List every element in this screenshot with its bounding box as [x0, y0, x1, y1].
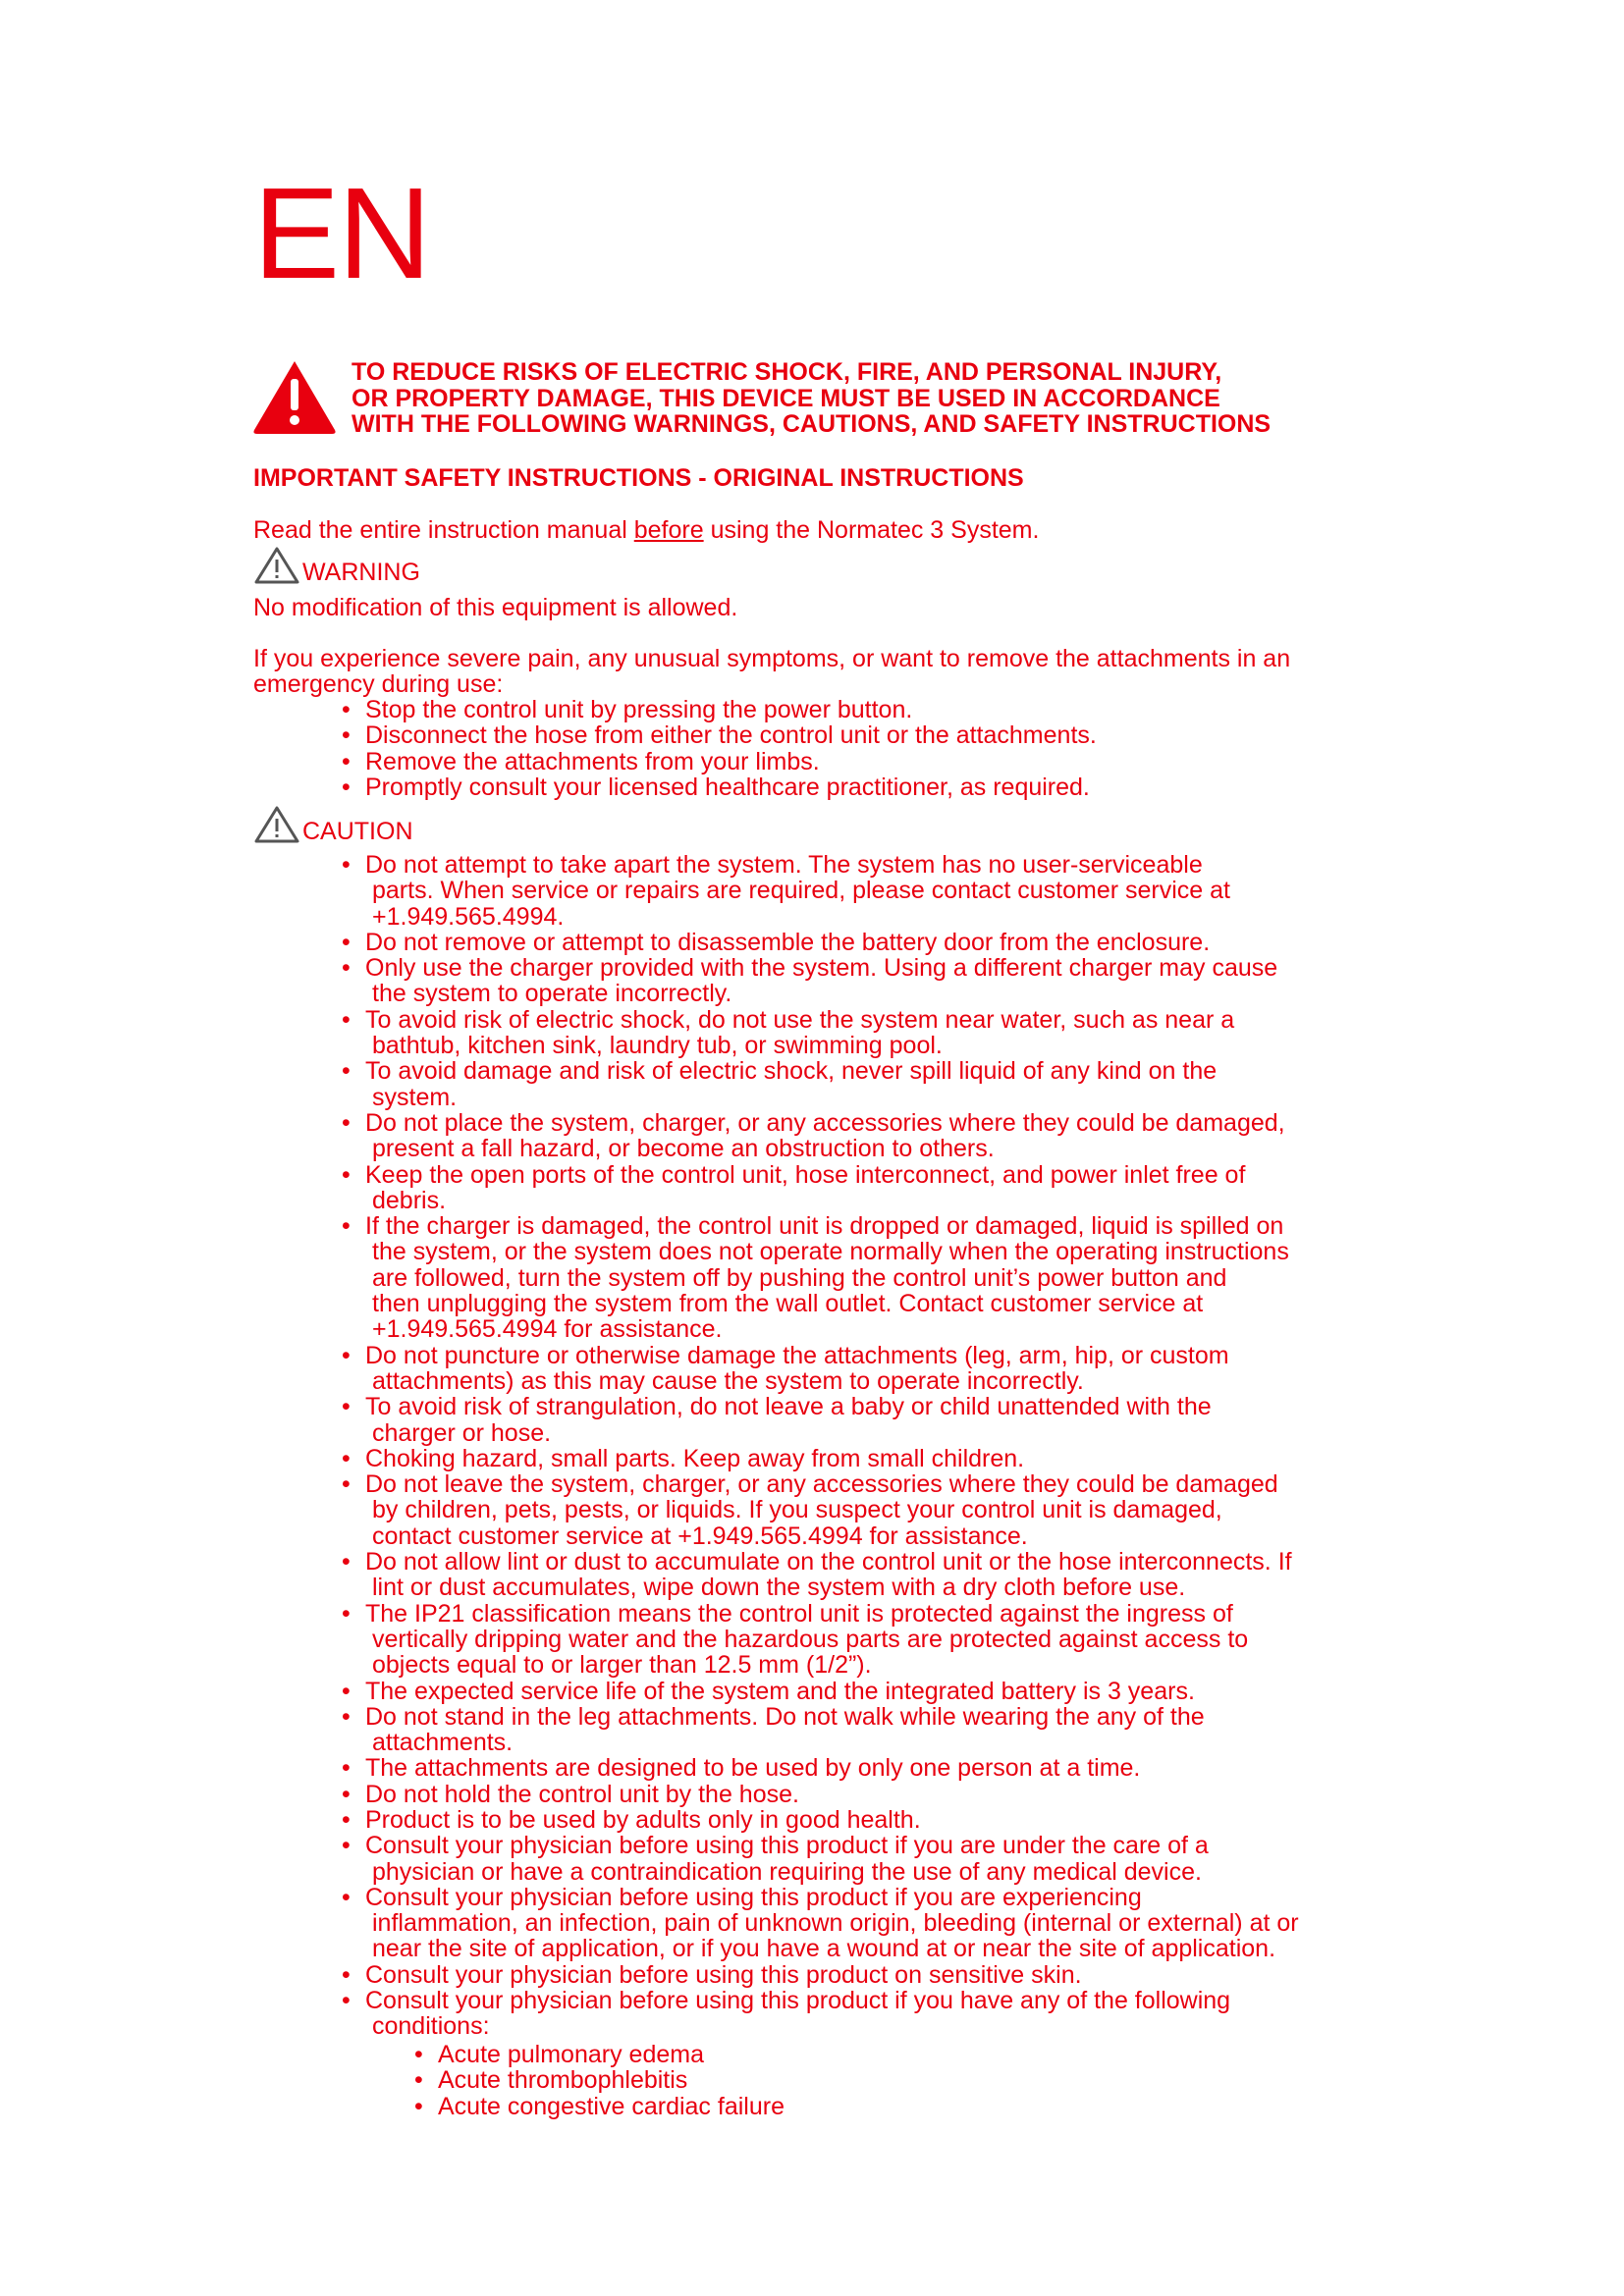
emergency-instructions: If you experience severe pain, any unusual symptoms, or want to remove the attachments in an emergency during use: — [253, 645, 1291, 698]
list-item — [342, 955, 1382, 1007]
conditions-list — [414, 2042, 785, 2119]
list-item-text: contact customer service at +1.949.565.4994 for assistance. — [372, 1522, 1028, 1550]
list-item — [342, 1601, 1382, 1679]
list-item-text: • Do not leave the system, charger, or any accessories where they could be damaged — [365, 1470, 1278, 1499]
list-item-text: the system to operate incorrectly. — [372, 980, 732, 1008]
warning-label: WARNING — [302, 559, 420, 586]
list-item-text: • Consult your physician before using this product if you are experiencing — [365, 1883, 1142, 1911]
list-item-text: inflammation, an infection, pain of unknown origin, bleeding (internal or external) at or — [372, 1909, 1299, 1938]
list-item — [342, 697, 1097, 722]
read-manual-notice — [253, 515, 1039, 545]
list-item — [342, 1782, 1382, 1807]
list-item-text: • The attachments are designed to be used by only one person at a time. — [365, 1754, 1141, 1783]
read-manual-text-end: using the Normatec 3 System. — [710, 516, 1040, 544]
list-item-text: parts. When service or repairs are required, please contact customer service at — [372, 877, 1230, 905]
list-item-text: • Disconnect the hose from either the control unit or the attachments. — [365, 721, 1097, 750]
list-item-text: • Consult your physician before using this product if you have any of the following — [365, 1987, 1231, 2015]
list-item-text: • To avoid damage and risk of electric shock, never spill liquid of any kind on the — [365, 1057, 1218, 1086]
list-item — [342, 1679, 1382, 1704]
list-item-text: • Stop the control unit by pressing the power button. — [365, 696, 913, 723]
list-item-text: charger or hose. — [372, 1418, 552, 1447]
list-item-text: near the site of application, or if you have a wound at or near the site of application. — [372, 1935, 1276, 1963]
list-item-text: • Only use the charger provided with the system. Using a different charger may cause — [365, 954, 1278, 983]
list-item-text: present a fall hazard, or become an obstruction to others. — [372, 1135, 995, 1163]
read-manual-emphasis: before — [633, 516, 704, 544]
list-item — [342, 1446, 1382, 1471]
list-item — [342, 722, 1097, 748]
list-item-text: • The expected service life of the system and the integrated battery is 3 years. — [365, 1677, 1195, 1705]
list-item-text: by children, pets, pests, or liquids. If you suspect your control unit is damaged, — [372, 1496, 1222, 1524]
list-item — [342, 1110, 1382, 1162]
list-item-text: attachments. — [372, 1729, 514, 1757]
list-item-text: • If the charger is damaged, the control unit is dropped or damaged, liquid is spilled on — [365, 1212, 1284, 1241]
safety-intro-line: TO REDUCE RISKS OF ELECTRIC SHOCK, FIRE, AND PERSONAL INJURY, — [352, 358, 1222, 386]
list-item-text: +1.949.565.4994 for assistance. — [372, 1315, 723, 1344]
list-item — [342, 930, 1382, 955]
safety-intro-line: WITH THE FOLLOWING WARNINGS, CAUTIONS, AND SAFETY INSTRUCTIONS — [352, 410, 1272, 438]
list-item — [414, 2094, 785, 2119]
list-item-text: +1.949.565.4994. — [372, 902, 565, 931]
list-item — [342, 1343, 1382, 1395]
list-item-text: lint or dust accumulates, wipe down the system with a dry cloth before use. — [372, 1574, 1186, 1602]
list-item — [342, 1962, 1382, 1988]
list-item-text: • Choking hazard, small parts. Keep away from small children. — [365, 1444, 1025, 1472]
list-item-text: • Acute pulmonary edema — [438, 2041, 704, 2068]
list-item — [342, 1471, 1382, 1549]
list-item-text: debris. — [372, 1186, 447, 1214]
list-item — [342, 1549, 1382, 1601]
list-item — [342, 1755, 1382, 1781]
list-item-text: • To avoid risk of strangulation, do not leave a baby or child unattended with the — [365, 1393, 1212, 1421]
list-item — [342, 1058, 1382, 1110]
list-item-text: objects equal to or larger than 12.5 mm (1/2”). — [372, 1651, 872, 1680]
emergency-steps-list — [342, 697, 1097, 800]
section-heading: IMPORTANT SAFETY INSTRUCTIONS - ORIGINAL INSTRUCTIONS — [253, 464, 1024, 492]
list-item-text: then unplugging the system from the wall outlet. Contact customer service at — [372, 1290, 1204, 1318]
caution-label-row — [253, 805, 413, 844]
caution-label: CAUTION — [302, 818, 413, 845]
list-item-text: • Keep the open ports of the control unit, hose interconnect, and power inlet free of — [365, 1160, 1246, 1189]
list-item-text: • To avoid risk of electric shock, do not use the system near water, such as near a — [365, 1005, 1235, 1034]
list-item-text: attachments) as this may cause the system to operate incorrectly. — [372, 1366, 1084, 1395]
warning-label-row — [253, 546, 420, 585]
list-item — [342, 1213, 1382, 1342]
list-item-text: • Acute thrombophlebitis — [438, 2066, 688, 2095]
list-item-text: physician or have a contraindication requiring the use of any medical device. — [372, 1857, 1202, 1886]
list-item-text: • Do not attempt to take apart the system. The system has no user-serviceable — [365, 851, 1203, 879]
list-item-text: • Consult your physician before using this product if you are under the care of a — [365, 1832, 1209, 1860]
caution-triangle-icon — [253, 805, 302, 844]
list-item-text: the system, or the system does not operate normally when the operating instructions — [372, 1238, 1289, 1266]
no-modification-notice: No modification of this equipment is allowed. — [253, 594, 738, 621]
danger-triangle-icon — [251, 357, 338, 436]
list-item-text: • Do not hold the control unit by the hose. — [365, 1780, 799, 1808]
list-item — [342, 852, 1382, 930]
list-item-text: • Do not allow lint or dust to accumulate on the control unit or the hose interconnects. If — [365, 1548, 1292, 1576]
safety-intro-line: OR PROPERTY DAMAGE, THIS DEVICE MUST BE USED IN ACCORDANCE — [352, 384, 1220, 412]
list-item-text: • Do not place the system, charger, or any accessories where they could be damaged, — [365, 1108, 1285, 1137]
list-item-text: • The IP21 classification means the control unit is protected against the ingress of — [365, 1599, 1233, 1628]
list-item — [342, 1885, 1382, 1962]
read-manual-text: Read the entire instruction manual — [253, 516, 627, 544]
list-item-text: are followed, turn the system off by pushing the control unit’s power button and — [372, 1263, 1227, 1292]
list-item — [342, 1162, 1382, 1214]
list-item — [342, 1007, 1382, 1059]
list-item-text: bathtub, kitchen sink, laundry tub, or swimming pool. — [372, 1032, 943, 1060]
list-item-text: • Remove the attachments from your limbs. — [365, 747, 820, 775]
list-item — [414, 2067, 785, 2093]
language-code: EN — [253, 161, 430, 305]
list-item-text: • Product is to be used by adults only in good health. — [365, 1805, 921, 1834]
list-item-text: • Consult your physician before using this product on sensitive skin. — [365, 1960, 1082, 1989]
list-item-text: vertically dripping water and the hazardous parts are protected against access to — [372, 1625, 1249, 1653]
warning-triangle-icon — [253, 546, 302, 585]
caution-list — [342, 852, 1382, 2040]
list-item — [342, 774, 1097, 800]
list-item — [342, 749, 1097, 774]
list-item-text: • Acute congestive cardiac failure — [438, 2092, 785, 2120]
list-item — [342, 1988, 1382, 2040]
safety-intro — [352, 359, 1432, 438]
list-item — [342, 1704, 1382, 1756]
list-item-text: • Do not stand in the leg attachments. Do not walk while wearing the any of the — [365, 1702, 1205, 1731]
list-item-text: system. — [372, 1083, 458, 1111]
list-item — [342, 1807, 1382, 1833]
list-item-text: conditions: — [372, 2012, 490, 2041]
list-item-text: • Do not remove or attempt to disassemble the battery door from the enclosure. — [365, 928, 1211, 956]
list-item — [414, 2042, 785, 2067]
list-item — [342, 1394, 1382, 1446]
list-item — [342, 1833, 1382, 1885]
list-item-text: • Promptly consult your licensed healthcare practitioner, as required. — [365, 773, 1090, 801]
list-item-text: • Do not puncture or otherwise damage the attachments (leg, arm, hip, or custom — [365, 1341, 1229, 1369]
